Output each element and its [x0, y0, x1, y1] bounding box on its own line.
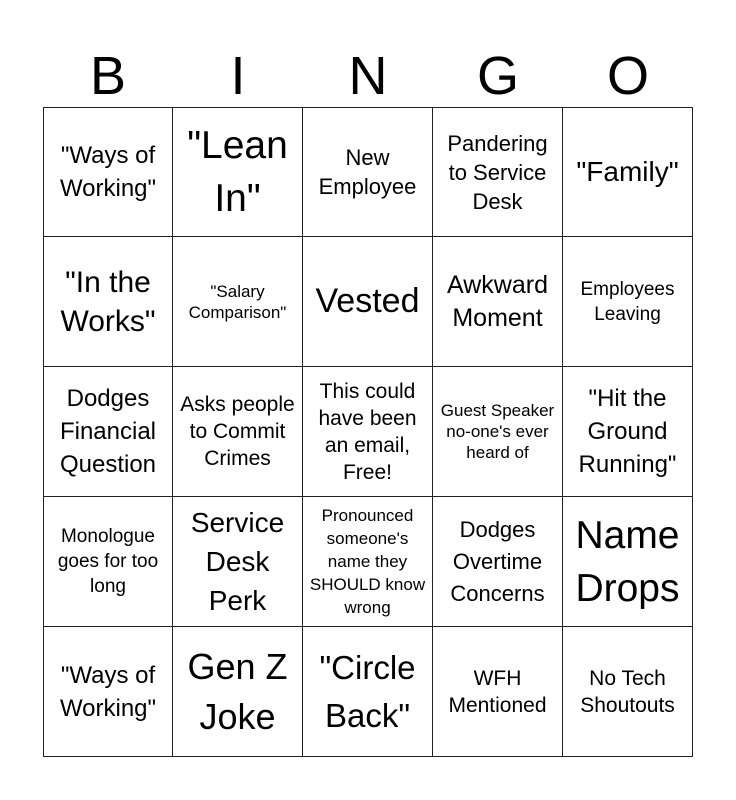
bingo-cell[interactable] — [433, 497, 563, 627]
bingo-cell[interactable] — [303, 237, 433, 367]
cell-label: WFH Mentioned — [448, 666, 547, 717]
bingo-cell[interactable] — [303, 627, 433, 757]
bingo-cell[interactable] — [433, 627, 563, 757]
bingo-header — [43, 45, 693, 107]
bingo-cell[interactable] — [43, 107, 173, 237]
bingo-card-grid — [43, 107, 693, 757]
bingo-cell[interactable] — [563, 237, 693, 367]
cell-label: Awkward Moment — [447, 270, 548, 332]
cell-label: "Circle Back" — [319, 648, 416, 734]
header-letter-b: B — [89, 46, 127, 106]
cell-label: "Lean In" — [187, 124, 288, 220]
cell-label: Service Desk Perk — [190, 507, 285, 616]
cell-label: Name Drops — [575, 513, 680, 610]
cell-label: "Family" — [576, 156, 679, 187]
cell-label: Asks people to Commit Crimes — [180, 393, 295, 470]
cell-label: "Salary Comparison" — [188, 281, 287, 322]
bingo-cell[interactable] — [43, 237, 173, 367]
bingo-cell[interactable] — [563, 367, 693, 497]
bingo-cell[interactable] — [303, 107, 433, 237]
cell-label: Vested — [315, 282, 420, 320]
cell-label: No Tech Shoutouts — [580, 666, 675, 717]
header-letter-i: I — [230, 46, 246, 106]
cell-label: Monologue goes for too long — [57, 526, 159, 597]
bingo-cell[interactable] — [173, 627, 303, 757]
header-letter-n: N — [348, 46, 388, 106]
cell-label: Dodges Financial Question — [59, 385, 157, 478]
bingo-cell[interactable] — [43, 627, 173, 757]
bingo-cell[interactable] — [433, 107, 563, 237]
cell-label: Pronounced someone's name they SHOULD know wrong — [309, 506, 426, 617]
cell-label: Guest Speaker no-one's ever heard of — [440, 401, 555, 462]
cell-label: Employees Leaving — [580, 278, 675, 325]
bingo-cell[interactable] — [563, 497, 693, 627]
bingo-cell[interactable] — [173, 237, 303, 367]
cell-label: Gen Z Joke — [187, 645, 288, 737]
bingo-cell[interactable] — [563, 107, 693, 237]
cell-label: "Ways of Working" — [59, 142, 157, 202]
cell-label: New Employee — [318, 145, 417, 199]
cell-label: "Hit the Ground Running" — [578, 385, 677, 478]
header-letter-o: O — [606, 46, 649, 106]
bingo-cell[interactable] — [433, 237, 563, 367]
bingo-cell[interactable] — [433, 367, 563, 497]
bingo-cell[interactable] — [303, 367, 433, 497]
cell-label: Dodges Overtime Concerns — [450, 516, 545, 606]
bingo-cell[interactable] — [43, 497, 173, 627]
bingo-cell[interactable] — [563, 627, 693, 757]
cell-label: "Ways of Working" — [59, 661, 157, 722]
bingo-cell[interactable] — [173, 107, 303, 237]
bingo-cell[interactable] — [43, 367, 173, 497]
bingo-cell[interactable] — [173, 497, 303, 627]
bingo-cell[interactable] — [303, 497, 433, 627]
cell-label: This could have been an email, Free! — [318, 379, 417, 484]
bingo-cell[interactable] — [173, 367, 303, 497]
cell-label: "In the Works" — [60, 265, 156, 338]
header-letter-g: G — [476, 46, 519, 106]
cell-label: Pandering to Service Desk — [447, 130, 548, 214]
